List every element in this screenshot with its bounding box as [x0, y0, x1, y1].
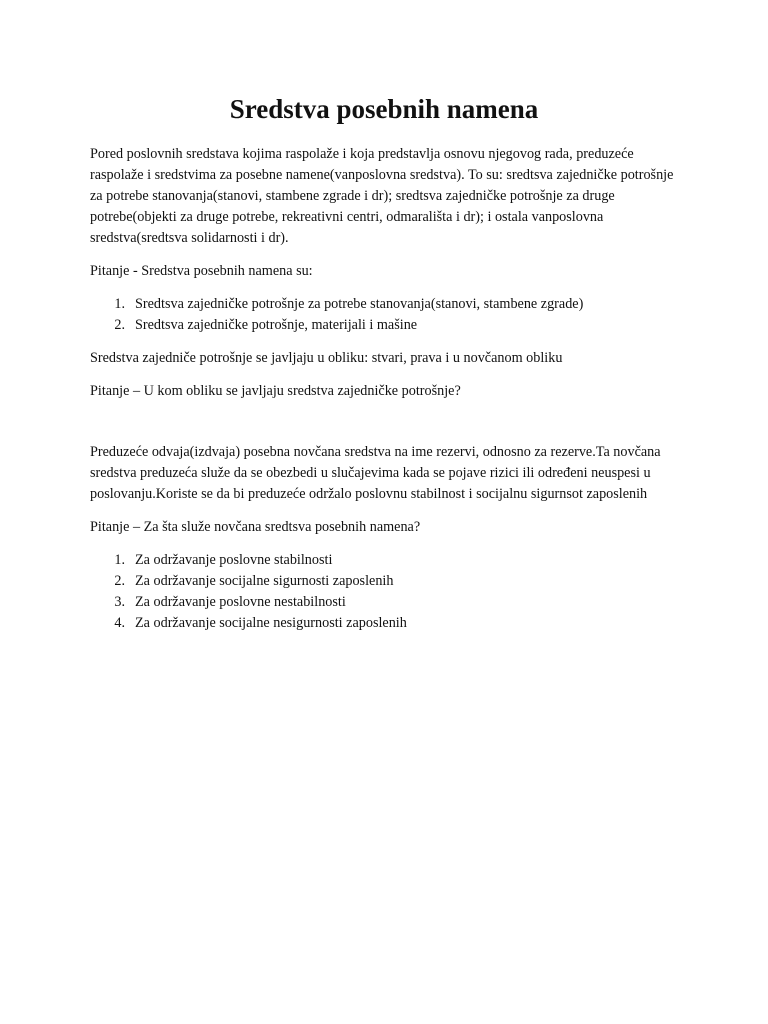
intro-paragraph: Pored poslovnih sredstava kojima raspolaže i koja predstavlja osnovu njegovog rada, preduzeće raspolaže i sredstvima za posebne namene(vanposlovna sredstva). To su: sredtsva zajedničke potrošnje za potrebe stanovanja(stanovi, stambene zgrade i dr); sredtsva zajedničke potrošnje za druge potrebe(objekti za druge potrebe, rekreativni centri, odmarališta i dr); i ostala vanposlovna sredstva(sredtsva solidarnosti i dr). [90, 146, 674, 246]
list-item [90, 592, 678, 613]
list-text: Za održavanje socijalne sigurnosti zaposlenih [135, 573, 394, 589]
list-number: 3. [114, 594, 125, 610]
question-2: Pitanje – U kom obliku se javljaju sredstva zajedničke potrošnje? [90, 383, 461, 399]
list-item [90, 315, 678, 336]
answer-list-1 [90, 294, 678, 336]
reserves-paragraph: Preduzeće odvaja(izdvaja) posebna novčana sredstva na ime rezervi, odnosno za rezerve.Ta novčana sredstva preduzeća služe da se obezbedi u slučajevima kada se pojave rizici ili određeni neuspesi u poslovanju.Koriste se da bi preduzeće održalo poslovnu stabilnost i socijalnu sigurnsot zaposlenih [90, 444, 661, 502]
list-number: 2. [114, 317, 125, 333]
list-item [90, 571, 678, 592]
list-text: Za održavanje socijalne nesigurnosti zaposlenih [135, 615, 407, 631]
question-3: Pitanje – Za šta služe novčana sredtsva posebnih namena? [90, 519, 421, 535]
list-number: 1. [114, 552, 125, 568]
list-text: Za održavanje poslovne nestabilnosti [135, 594, 346, 610]
blank-gap [90, 414, 678, 442]
question-1: Pitanje - Sredstva posebnih namena su: [90, 263, 313, 279]
list-text: Sredtsva zajedničke potrošnje, materijali i mašine [135, 317, 418, 333]
list-text: Za održavanje poslovne stabilnosti [135, 552, 333, 568]
list-item [90, 294, 678, 315]
list-number: 2. [114, 573, 125, 589]
forms-paragraph: Sredstva zajedniče potrošnje se javljaju u obliku: stvari, prava i u novčanom obliku [90, 350, 563, 366]
list-number: 1. [114, 296, 125, 312]
list-text: Sredtsva zajedničke potrošnje za potrebe stanovanja(stanovi, stambene zgrade) [135, 296, 584, 312]
document-title: Sredstva posebnih namena [229, 94, 539, 124]
list-item [90, 550, 678, 571]
answer-list-2 [90, 550, 678, 634]
list-number: 4. [114, 615, 125, 631]
list-item [90, 613, 678, 634]
